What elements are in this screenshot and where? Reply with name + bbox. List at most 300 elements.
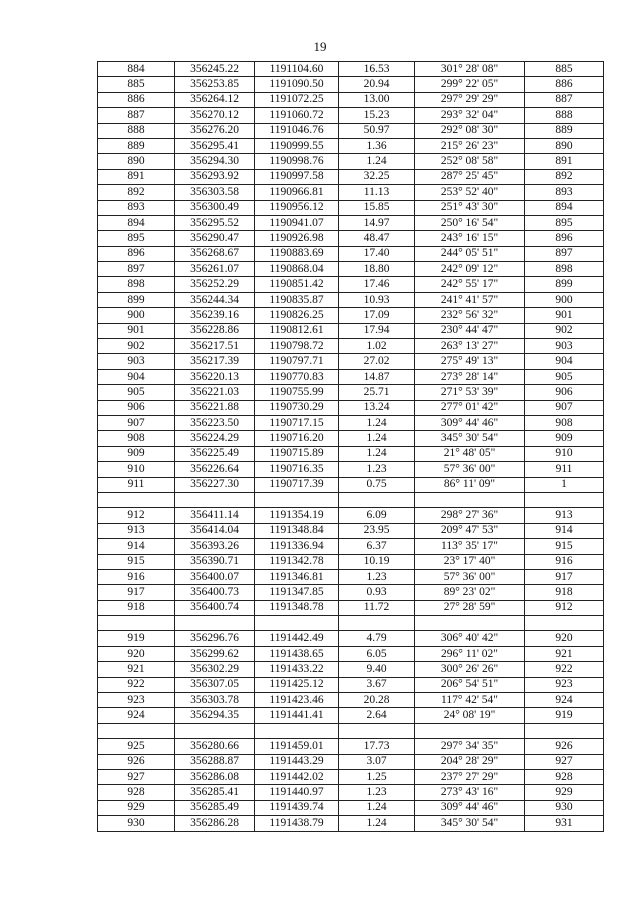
next-point-cell: 907 [525, 400, 604, 415]
distance-cell: 20.28 [339, 693, 415, 708]
y-coordinate-cell: 1191336.94 [255, 539, 339, 554]
distance-cell: 1.02 [339, 339, 415, 354]
point-number-cell: 927 [98, 769, 175, 784]
x-coordinate-cell: 356226.64 [175, 462, 255, 477]
x-coordinate-cell: 356261.07 [175, 262, 255, 277]
y-coordinate-cell: 1191441.41 [255, 708, 339, 723]
next-point-cell: 885 [525, 62, 604, 77]
x-coordinate-cell: 356285.41 [175, 785, 255, 800]
point-number-cell: 929 [98, 800, 175, 815]
point-number-cell: 885 [98, 77, 175, 92]
distance-cell: 23.95 [339, 523, 415, 538]
point-number-cell: 889 [98, 138, 175, 153]
x-coordinate-cell: 356276.20 [175, 123, 255, 138]
x-coordinate-cell: 356217.39 [175, 354, 255, 369]
table-row [98, 662, 604, 677]
bearing-cell: 273° 43' 16" [415, 785, 525, 800]
point-number-cell: 923 [98, 693, 175, 708]
table-row [98, 708, 604, 723]
distance-cell: 17.09 [339, 308, 415, 323]
y-coordinate-cell: 1191442.49 [255, 631, 339, 646]
point-number-cell: 886 [98, 92, 175, 107]
next-point-cell: 900 [525, 292, 604, 307]
x-coordinate-cell: 356300.49 [175, 200, 255, 215]
distance-cell: 1.25 [339, 769, 415, 784]
bearing-cell: 23° 17' 40" [415, 554, 525, 569]
table-row [98, 769, 604, 784]
point-number-cell: 906 [98, 400, 175, 415]
point-number-cell: 901 [98, 323, 175, 338]
x-coordinate-cell: 356411.14 [175, 508, 255, 523]
x-coordinate-cell: 356253.85 [175, 77, 255, 92]
table-row [98, 431, 604, 446]
next-point-cell: 891 [525, 154, 604, 169]
table-row [98, 554, 604, 569]
table-row [98, 646, 604, 661]
next-point-cell: 894 [525, 200, 604, 215]
coordinates-table-body [98, 62, 604, 832]
y-coordinate-cell: 1191440.97 [255, 785, 339, 800]
next-point-cell: 917 [525, 569, 604, 584]
distance-cell: 27.02 [339, 354, 415, 369]
bearing-cell: 215° 26' 23" [415, 138, 525, 153]
bearing-cell: 309° 44' 46" [415, 415, 525, 430]
point-number-cell: 902 [98, 339, 175, 354]
distance-cell: 17.94 [339, 323, 415, 338]
next-point-cell: 896 [525, 231, 604, 246]
table-row [98, 123, 604, 138]
point-number-cell [98, 492, 175, 507]
x-coordinate-cell: 356221.03 [175, 385, 255, 400]
table-row [98, 339, 604, 354]
table-row [98, 462, 604, 477]
next-point-cell: 922 [525, 662, 604, 677]
bearing-cell: 209° 47' 53" [415, 523, 525, 538]
bearing-cell: 241° 41' 57" [415, 292, 525, 307]
table-row [98, 523, 604, 538]
point-number-cell [98, 723, 175, 738]
y-coordinate-cell: 1190715.89 [255, 446, 339, 461]
next-point-cell: 923 [525, 677, 604, 692]
bearing-cell: 297° 29' 29" [415, 92, 525, 107]
bearing-cell: 296° 11' 02" [415, 646, 525, 661]
table-row [98, 385, 604, 400]
table-row [98, 108, 604, 123]
x-coordinate-cell [175, 616, 255, 631]
table-row [98, 262, 604, 277]
x-coordinate-cell: 356225.49 [175, 446, 255, 461]
y-coordinate-cell: 1190926.98 [255, 231, 339, 246]
y-coordinate-cell: 1190770.83 [255, 369, 339, 384]
bearing-cell: 271° 53' 39" [415, 385, 525, 400]
point-number-cell: 884 [98, 62, 175, 77]
next-point-cell: 898 [525, 262, 604, 277]
bearing-cell: 273° 28' 14" [415, 369, 525, 384]
y-coordinate-cell: 1190835.87 [255, 292, 339, 307]
table-row [98, 231, 604, 246]
table-row [98, 77, 604, 92]
y-coordinate-cell: 1190851.42 [255, 277, 339, 292]
point-number-cell: 913 [98, 523, 175, 538]
point-number-cell: 895 [98, 231, 175, 246]
table-row [98, 723, 604, 738]
next-point-cell: 887 [525, 92, 604, 107]
x-coordinate-cell: 356286.08 [175, 769, 255, 784]
table-row [98, 185, 604, 200]
y-coordinate-cell: 1191354.19 [255, 508, 339, 523]
distance-cell: 32.25 [339, 169, 415, 184]
point-number-cell: 911 [98, 477, 175, 492]
distance-cell: 13.24 [339, 400, 415, 415]
point-number-cell: 909 [98, 446, 175, 461]
point-number-cell: 924 [98, 708, 175, 723]
distance-cell: 9.40 [339, 662, 415, 677]
next-point-cell: 919 [525, 708, 604, 723]
point-number-cell: 905 [98, 385, 175, 400]
bearing-cell: 27° 28' 59" [415, 600, 525, 615]
bearing-cell: 301° 28' 08" [415, 62, 525, 77]
bearing-cell: 242° 09' 12" [415, 262, 525, 277]
x-coordinate-cell: 356393.26 [175, 539, 255, 554]
point-number-cell: 892 [98, 185, 175, 200]
x-coordinate-cell: 356295.41 [175, 138, 255, 153]
table-row [98, 739, 604, 754]
table-row [98, 616, 604, 631]
distance-cell: 15.23 [339, 108, 415, 123]
table-row [98, 631, 604, 646]
distance-cell: 1.24 [339, 446, 415, 461]
distance-cell: 20.94 [339, 77, 415, 92]
bearing-cell: 57° 36' 00" [415, 462, 525, 477]
point-number-cell: 893 [98, 200, 175, 215]
table-row [98, 677, 604, 692]
point-number-cell: 890 [98, 154, 175, 169]
bearing-cell: 251° 43' 30" [415, 200, 525, 215]
distance-cell: 1.36 [339, 138, 415, 153]
next-point-cell: 914 [525, 523, 604, 538]
y-coordinate-cell: 1191443.29 [255, 754, 339, 769]
next-point-cell: 906 [525, 385, 604, 400]
bearing-cell: 250° 16' 54" [415, 215, 525, 230]
x-coordinate-cell: 356294.30 [175, 154, 255, 169]
distance-cell: 0.93 [339, 585, 415, 600]
table-row [98, 154, 604, 169]
point-number-cell: 925 [98, 739, 175, 754]
table-row [98, 415, 604, 430]
next-point-cell: 905 [525, 369, 604, 384]
point-number-cell: 922 [98, 677, 175, 692]
y-coordinate-cell: 1190998.76 [255, 154, 339, 169]
x-coordinate-cell: 356270.12 [175, 108, 255, 123]
distance-cell: 11.13 [339, 185, 415, 200]
bearing-cell: 204° 28' 29" [415, 754, 525, 769]
y-coordinate-cell: 1190812.61 [255, 323, 339, 338]
table-row [98, 585, 604, 600]
y-coordinate-cell: 1191348.78 [255, 600, 339, 615]
point-number-cell: 894 [98, 215, 175, 230]
x-coordinate-cell: 356245.22 [175, 62, 255, 77]
bearing-cell [415, 723, 525, 738]
table-row [98, 308, 604, 323]
table-row [98, 323, 604, 338]
point-number-cell: 919 [98, 631, 175, 646]
next-point-cell: 897 [525, 246, 604, 261]
bearing-cell: 243° 16' 15" [415, 231, 525, 246]
table-row [98, 92, 604, 107]
table-row [98, 246, 604, 261]
table-row [98, 292, 604, 307]
y-coordinate-cell [255, 616, 339, 631]
bearing-cell: 293° 32' 04" [415, 108, 525, 123]
bearing-cell: 306° 40' 42" [415, 631, 525, 646]
point-number-cell: 907 [98, 415, 175, 430]
point-number-cell: 914 [98, 539, 175, 554]
bearing-cell: 345° 30' 54" [415, 431, 525, 446]
x-coordinate-cell: 356264.12 [175, 92, 255, 107]
y-coordinate-cell [255, 723, 339, 738]
x-coordinate-cell [175, 723, 255, 738]
y-coordinate-cell [255, 492, 339, 507]
y-coordinate-cell: 1190716.35 [255, 462, 339, 477]
bearing-cell: 345° 30' 54" [415, 816, 525, 831]
x-coordinate-cell: 356400.73 [175, 585, 255, 600]
table-row [98, 754, 604, 769]
table-row [98, 446, 604, 461]
y-coordinate-cell: 1191439.74 [255, 800, 339, 815]
table-row [98, 816, 604, 831]
x-coordinate-cell: 356400.07 [175, 569, 255, 584]
distance-cell: 0.75 [339, 477, 415, 492]
distance-cell [339, 492, 415, 507]
point-number-cell: 917 [98, 585, 175, 600]
next-point-cell: 888 [525, 108, 604, 123]
y-coordinate-cell: 1191342.78 [255, 554, 339, 569]
next-point-cell: 903 [525, 339, 604, 354]
x-coordinate-cell: 356227.30 [175, 477, 255, 492]
table-row [98, 600, 604, 615]
bearing-cell: 277° 01' 42" [415, 400, 525, 415]
next-point-cell: 916 [525, 554, 604, 569]
next-point-cell: 915 [525, 539, 604, 554]
distance-cell: 1.24 [339, 431, 415, 446]
next-point-cell: 924 [525, 693, 604, 708]
next-point-cell [525, 723, 604, 738]
y-coordinate-cell: 1190956.12 [255, 200, 339, 215]
x-coordinate-cell: 356268.67 [175, 246, 255, 261]
next-point-cell: 890 [525, 138, 604, 153]
x-coordinate-cell: 356299.62 [175, 646, 255, 661]
point-number-cell: 891 [98, 169, 175, 184]
table-row [98, 369, 604, 384]
distance-cell: 1.23 [339, 462, 415, 477]
distance-cell: 13.00 [339, 92, 415, 107]
bearing-cell: 232° 56' 32" [415, 308, 525, 323]
table-row [98, 200, 604, 215]
distance-cell: 25.71 [339, 385, 415, 400]
distance-cell: 18.80 [339, 262, 415, 277]
x-coordinate-cell: 356288.87 [175, 754, 255, 769]
y-coordinate-cell: 1191347.85 [255, 585, 339, 600]
point-number-cell: 896 [98, 246, 175, 261]
y-coordinate-cell: 1190997.58 [255, 169, 339, 184]
bearing-cell: 21° 48' 05" [415, 446, 525, 461]
y-coordinate-cell: 1191104.60 [255, 62, 339, 77]
next-point-cell: 902 [525, 323, 604, 338]
table-row [98, 169, 604, 184]
point-number-cell: 918 [98, 600, 175, 615]
bearing-cell: 244° 05' 51" [415, 246, 525, 261]
y-coordinate-cell: 1191423.46 [255, 693, 339, 708]
point-number-cell: 888 [98, 123, 175, 138]
table-row [98, 215, 604, 230]
next-point-cell: 928 [525, 769, 604, 784]
distance-cell: 50.97 [339, 123, 415, 138]
distance-cell: 17.40 [339, 246, 415, 261]
distance-cell: 11.72 [339, 600, 415, 615]
bearing-cell: 253° 52' 40" [415, 185, 525, 200]
y-coordinate-cell: 1191072.25 [255, 92, 339, 107]
point-number-cell: 930 [98, 816, 175, 831]
next-point-cell: 913 [525, 508, 604, 523]
coordinates-table [97, 61, 604, 832]
table-row [98, 539, 604, 554]
y-coordinate-cell: 1190826.25 [255, 308, 339, 323]
next-point-cell: 909 [525, 431, 604, 446]
point-number-cell: 926 [98, 754, 175, 769]
distance-cell: 15.85 [339, 200, 415, 215]
point-number-cell: 916 [98, 569, 175, 584]
next-point-cell: 918 [525, 585, 604, 600]
distance-cell: 10.93 [339, 292, 415, 307]
y-coordinate-cell: 1190798.72 [255, 339, 339, 354]
next-point-cell: 929 [525, 785, 604, 800]
x-coordinate-cell: 356280.66 [175, 739, 255, 754]
bearing-cell: 57° 36' 00" [415, 569, 525, 584]
distance-cell: 14.87 [339, 369, 415, 384]
x-coordinate-cell: 356217.51 [175, 339, 255, 354]
table-row [98, 277, 604, 292]
next-point-cell: 889 [525, 123, 604, 138]
bearing-cell: 297° 34' 35" [415, 739, 525, 754]
x-coordinate-cell: 356294.35 [175, 708, 255, 723]
next-point-cell: 904 [525, 354, 604, 369]
y-coordinate-cell: 1190999.55 [255, 138, 339, 153]
distance-cell: 16.53 [339, 62, 415, 77]
next-point-cell: 908 [525, 415, 604, 430]
distance-cell: 1.24 [339, 816, 415, 831]
next-point-cell: 895 [525, 215, 604, 230]
x-coordinate-cell: 356303.58 [175, 185, 255, 200]
bearing-cell: 117° 42' 54" [415, 693, 525, 708]
point-number-cell: 887 [98, 108, 175, 123]
next-point-cell: 892 [525, 169, 604, 184]
next-point-cell: 921 [525, 646, 604, 661]
distance-cell: 48.47 [339, 231, 415, 246]
y-coordinate-cell: 1191346.81 [255, 569, 339, 584]
distance-cell: 1.24 [339, 415, 415, 430]
next-point-cell: 911 [525, 462, 604, 477]
distance-cell: 14.97 [339, 215, 415, 230]
next-point-cell: 931 [525, 816, 604, 831]
distance-cell: 6.05 [339, 646, 415, 661]
bearing-cell: 298° 27' 36" [415, 508, 525, 523]
next-point-cell: 901 [525, 308, 604, 323]
y-coordinate-cell: 1191442.02 [255, 769, 339, 784]
y-coordinate-cell: 1191060.72 [255, 108, 339, 123]
x-coordinate-cell: 356244.34 [175, 292, 255, 307]
bearing-cell: 237° 27' 29" [415, 769, 525, 784]
table-row [98, 62, 604, 77]
point-number-cell: 897 [98, 262, 175, 277]
x-coordinate-cell: 356307.05 [175, 677, 255, 692]
table-row [98, 569, 604, 584]
point-number-cell: 904 [98, 369, 175, 384]
bearing-cell [415, 616, 525, 631]
bearing-cell: 242° 55' 17" [415, 277, 525, 292]
distance-cell: 6.09 [339, 508, 415, 523]
distance-cell: 17.46 [339, 277, 415, 292]
bearing-cell: 86° 11' 09" [415, 477, 525, 492]
bearing-cell: 309° 44' 46" [415, 800, 525, 815]
table-row [98, 477, 604, 492]
y-coordinate-cell: 1190717.39 [255, 477, 339, 492]
bearing-cell: 206° 54' 51" [415, 677, 525, 692]
bearing-cell: 275° 49' 13" [415, 354, 525, 369]
y-coordinate-cell: 1190797.71 [255, 354, 339, 369]
y-coordinate-cell: 1191090.50 [255, 77, 339, 92]
y-coordinate-cell: 1190717.15 [255, 415, 339, 430]
next-point-cell [525, 492, 604, 507]
x-coordinate-cell: 356223.50 [175, 415, 255, 430]
x-coordinate-cell: 356290.47 [175, 231, 255, 246]
bearing-cell: 263° 13' 27" [415, 339, 525, 354]
distance-cell: 6.37 [339, 539, 415, 554]
bearing-cell: 292° 08' 30" [415, 123, 525, 138]
table-row [98, 800, 604, 815]
table-row [98, 492, 604, 507]
table-row [98, 785, 604, 800]
next-point-cell: 899 [525, 277, 604, 292]
next-point-cell: 910 [525, 446, 604, 461]
point-number-cell: 921 [98, 662, 175, 677]
x-coordinate-cell: 356252.29 [175, 277, 255, 292]
y-coordinate-cell: 1191046.76 [255, 123, 339, 138]
bearing-cell: 89° 23' 02" [415, 585, 525, 600]
page-number: 19 [313, 39, 327, 54]
x-coordinate-cell: 356296.76 [175, 631, 255, 646]
x-coordinate-cell: 356221.88 [175, 400, 255, 415]
x-coordinate-cell: 356228.86 [175, 323, 255, 338]
y-coordinate-cell: 1191438.79 [255, 816, 339, 831]
table-row [98, 400, 604, 415]
next-point-cell: 920 [525, 631, 604, 646]
distance-cell: 17.73 [339, 739, 415, 754]
x-coordinate-cell: 356286.28 [175, 816, 255, 831]
next-point-cell: 912 [525, 600, 604, 615]
point-number-cell: 915 [98, 554, 175, 569]
x-coordinate-cell: 356400.74 [175, 600, 255, 615]
next-point-cell: 1 [525, 477, 604, 492]
distance-cell [339, 723, 415, 738]
distance-cell: 4.79 [339, 631, 415, 646]
bearing-cell: 252° 08' 58" [415, 154, 525, 169]
distance-cell: 1.23 [339, 785, 415, 800]
x-coordinate-cell: 356293.92 [175, 169, 255, 184]
y-coordinate-cell: 1190868.04 [255, 262, 339, 277]
y-coordinate-cell: 1191433.22 [255, 662, 339, 677]
x-coordinate-cell: 356224.29 [175, 431, 255, 446]
y-coordinate-cell: 1190755.99 [255, 385, 339, 400]
